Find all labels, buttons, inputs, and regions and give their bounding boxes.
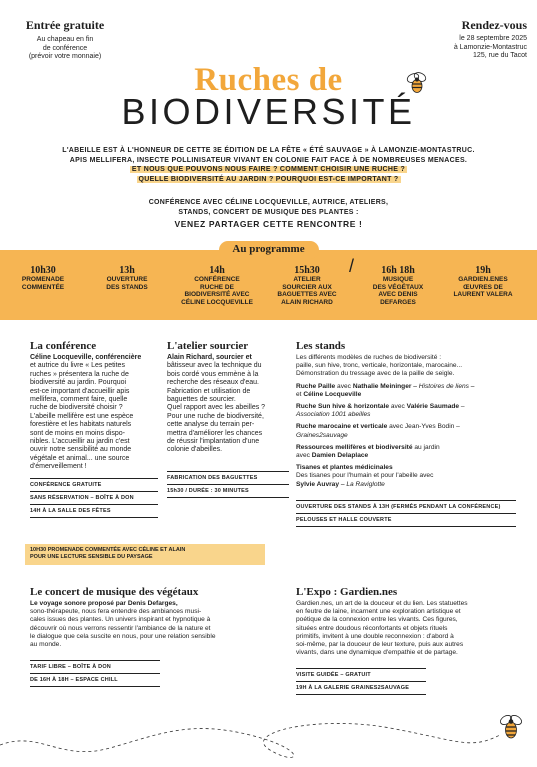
intro-question-1: ET NOUS QUE POUVONS NOUS FAIRE ? COMMENT CHOISIR UNE RUCHE ? [131,166,406,173]
conference-info-3: 14H À LA SALLE DES FÊTES [30,508,111,514]
stand-text: au jardin [412,443,440,451]
divider [296,681,426,682]
concert-line: au monde. [30,641,62,649]
stands-info-1: OUVERTURE DES STANDS À 13H (FERMÉS PENDANT LA CONFÉRENCE) [296,504,501,510]
stands-line: Démonstration du tressage avec de la paille de seigle. [296,370,455,378]
concert-line: le dialogue que cela suscite en nous, pour une relation sensible [30,632,216,640]
programme-text: ŒUVRES DE [463,283,503,291]
stand-person: Damien Delaplace [311,452,369,460]
stands-text [296,354,521,489]
divider [30,517,158,518]
programme-text: COMMENTÉE [21,283,65,291]
programme-time: 14h [209,265,225,276]
expo-line: situées entre doudous réconfortants et objets rituels [296,624,448,632]
atelier-title: L'atelier sourcier [167,340,249,352]
intro-conference [60,198,477,230]
divider [296,500,516,501]
title-script: Ruches de [194,62,343,98]
stand-text: et [296,390,304,398]
stand-org: – La Raviglotte [339,480,385,488]
conference-line: L'abeille mellifère est une espèce [30,412,134,420]
divider [30,686,160,687]
programme-text: SOURCIER AUX [282,283,332,291]
programme-item [8,265,78,291]
divider [30,660,160,661]
programme-item [440,265,526,299]
programme-text: DES STANDS [106,283,148,291]
programme-band [0,243,537,320]
stand-text: avec Jean-Yves Bodin – [387,423,460,431]
stand-org: Graines2sauvage [296,431,348,439]
programme-text: ATELIER [293,276,321,283]
conference-line: biodiversité au jardin. Pourquoi [30,379,127,387]
expo-info-1: VISITE GUIDÉE – GRATUIT [296,672,371,678]
conference-line: d'émerveillement ! [30,463,87,471]
atelier-info-1: FABRICATION DES BAGUETTES [167,475,258,481]
concert-lead: Le voyage sonore proposé par Denis Defarges, [30,600,178,607]
rendezvous-date: le 28 septembre 2025 [459,35,527,42]
expo-info-2: 19H À LA GALERIE GRAINES2SAUVAGE [296,685,410,691]
atelier-line: Fabrication et utilisation de [167,387,251,395]
conference-line: mellifera, comment faire, quelle [30,396,128,404]
stand-name: Ruche Sun hive & horizontale [296,403,390,411]
free-entry-line-2: de conférence [42,44,88,52]
programme-separator: / [349,256,355,276]
rendezvous-place: à Lamonzie-Montastruc [453,43,527,51]
expo-text [296,600,521,657]
programme-text: BIODIVERSITÉ AVEC [184,291,250,298]
programme-text: GARDIEN.ENES [458,276,508,283]
divider [167,471,289,472]
atelier-line: recherche des réseaux d'eau. [167,379,260,387]
stands-title: Les stands [296,340,346,352]
conference-title: La conférence [30,340,97,352]
conference-info-1: CONFÉRENCE GRATUITE [30,482,102,488]
atelier-line: bois cordé vous emmène à la [167,370,259,378]
programme-item [92,265,162,291]
promenade-highlight [25,544,265,565]
programme-text: BAGUETTES AVEC [277,291,337,298]
stand-person: Sylvie Auvray [296,480,340,488]
concert-line: découvrir où nous verrons ressentir l'ambiance de la nature et [30,624,211,632]
conference-line: et autrice du livre « Les petites [30,362,125,370]
concert-line: sono-thérapeute, nous fera entendre des ambiances musi- [30,608,202,616]
concert-text [30,600,265,649]
atelier-line: Quel rapport avec les abeilles ? [167,404,266,412]
atelier-line: de réussir l'implantation d'une [167,438,260,446]
programme-text: DES VÉGÉTAUX [372,283,424,291]
conference-line: végétale et animal... une source [30,454,130,462]
free-entry-title: Entrée gratuite [25,18,105,32]
bee-icon [497,712,525,742]
stand-person: Nathalie Meininger [352,382,412,390]
conference-line: ouvrir notre sensibilité au monde [30,446,132,454]
stand-text: avec [389,403,407,411]
intro-line-1: L'ABEILLE EST À L'HONNEUR DE CETTE 3E ÉDITION DE LA FÊTE « ÉTÉ SAUVAGE » À LAMONZIE-MONTASTRUC. [62,147,475,154]
atelier-line: baguettes de sourcier. [167,396,236,404]
conference-text [30,354,160,472]
programme-text: CÉLINE LOCQUEVILLE [181,298,253,306]
conference-line: ruches » présentera la ruche de [30,370,129,378]
stand-name: Tisanes et plantes médicinales [296,464,393,472]
programme-text: CONFÉRENCE [194,276,240,283]
divider [167,497,289,498]
atelier-line: colonie d'abeilles. [167,446,223,454]
intro-invite: VENEZ PARTAGER CETTE RENCONTRE ! [174,219,363,229]
programme-time: 10h30 [30,265,56,276]
expo-title: L'Expo : Gardien.nes [296,586,398,598]
conference-line: ruche de biodiversité choisir ? [30,404,123,412]
divider [30,673,160,674]
rendezvous-block [407,18,527,61]
conference-line: est-ce important d'accueillir apis [30,387,130,395]
free-entry-block [10,18,120,62]
programme-text: ALAIN RICHARD [281,298,333,306]
programme-text: RUCHE DE [200,283,234,291]
stand-text: avec [335,382,353,390]
expo-line: Gardien.nes, un art de la douceur et du lien. Les statuettes [296,600,468,607]
rendezvous-title: Rendez-vous [461,18,527,32]
expo-line: poétique de la connexion entre les vivants. Ces figures, [296,616,458,624]
divider [296,668,426,669]
programme-text: PROMENADE [21,276,65,283]
stands-info-2: PELOUSES ET HALLE COUVERTE [296,517,392,523]
divider [167,484,289,485]
divider [30,478,158,479]
free-entry-line-3: (prévoir votre monnaie) [28,53,102,60]
intro-text [30,146,507,184]
atelier-line: mettra d'améliorer les chances [167,429,263,437]
stand-org: Association 1001 abeilles [296,411,371,419]
atelier-line: Pour une ruche de biodiversité, [167,412,264,420]
intro-line-2: APIS MELLIFERA, INSECTE POLLINISATEUR VIVANT EN COLONIE FAIT FACE À DE NOMBREUSES MENACES. [69,156,468,164]
atelier-line: Alain Richard, sourcier et [167,354,252,361]
stand-name: Ruche marocaine et verticale [296,423,388,431]
conference-info-2: SANS RÉSERVATION – BOÎTE À DON [30,495,134,501]
programme-item [172,265,262,306]
stand-name: Ruche Paille [296,382,336,390]
concert-info-1: TARIF LIBRE – BOÎTE À DON [30,664,111,670]
stand-person: Valérie Saumade [406,403,460,411]
atelier-text [167,354,292,455]
intro-question-2: QUELLE BIODIVERSITÉ AU JARDIN ? POURQUOI EST-CE IMPORTANT ? [138,175,399,183]
concert-info-2: DE 16H À 18H – ESPACE CHILL [30,677,118,683]
programme-time: 15h30 [294,265,320,276]
stand-person: Céline Locqueville [303,390,362,398]
stand-text: – [459,403,465,411]
divider [296,526,516,527]
bee-flight-path [0,690,537,767]
programme-time: 16h 18h [381,265,415,276]
stands-line: paille, sun hive, tronc, verticale, horizontale, marocaine... [296,362,463,370]
promenade-line-2: POUR UNE LECTURE SENSIBLE DU PAYSAGE [30,554,153,560]
concert-title: Le concert de musique des végétaux [30,586,199,598]
atelier-line: cette analyse du terrain per- [167,421,255,429]
programme-text: LAURENT VALERA [453,291,513,298]
promenade-line-1: 10H30 PROMENADE COMMENTÉE AVEC CÉLINE ET ALAIN [30,547,186,553]
conference-line: nibles. L'accueillir au jardin c'est [30,438,130,446]
expo-line: primitifs, invitent à une double reconnexion : d'abord à [296,632,454,640]
conference-line: forestière et les habitats naturels [30,421,132,429]
expo-line: vivants, dans une dynamique d'empathie et de partage. [296,649,458,657]
programme-text: MUSIQUE [382,276,414,283]
intro-conference-line-2: STANDS, CONCERT DE MUSIQUE DES PLANTES : [178,208,359,216]
programme-text: AVEC DENIS [378,291,418,298]
divider [296,513,516,514]
stands-line: Les différents modèles de ruches de biodiversité : [296,354,442,361]
programme-time: 13h [119,265,135,276]
programme-time: 19h [475,265,491,276]
expo-line: en feutre de laine, incarnent une exploration artistique et [296,608,461,616]
stand-text: avec [296,452,312,460]
stand-text: Des tisanes pour l'humain et pour l'abeille avec [296,472,434,480]
divider [30,504,158,505]
conference-line: Céline Locqueville, conférencière [30,354,142,361]
atelier-info-2: 15h30 / DURÉE : 30 MINUTES [167,488,249,494]
programme-item [362,265,434,306]
rendezvous-address: 125, rue du Tacot [473,52,527,59]
free-entry-line-1: Au chapeau en fin [36,36,94,43]
expo-line: soi-même, par la douceur de leur texture, puis aux autres [296,641,464,649]
conference-line: sont de moins en moins dispo- [30,429,125,437]
programme-text: DEFARGES [380,298,416,306]
bee-icon [404,72,430,94]
intro-conference-line-1: CONFÉRENCE AVEC CÉLINE LOCQUEVILLE, AUTRICE, ATELIERS, [148,199,389,206]
stand-name: Ressources mellifères et biodiversité [296,443,413,451]
divider [30,491,158,492]
page-title: BIODIVERSITÉ [121,91,416,132]
atelier-line: bâtisseur avec la technique du [167,362,262,370]
programme-title: Au programme [219,241,319,259]
stand-org: – Histoires de liens – [411,382,475,390]
concert-line: cales issues des plantes. Un univers inspirant et hypnotique à [30,616,211,624]
programme-text: OUVERTURE [106,276,148,283]
programme-item [267,265,347,306]
